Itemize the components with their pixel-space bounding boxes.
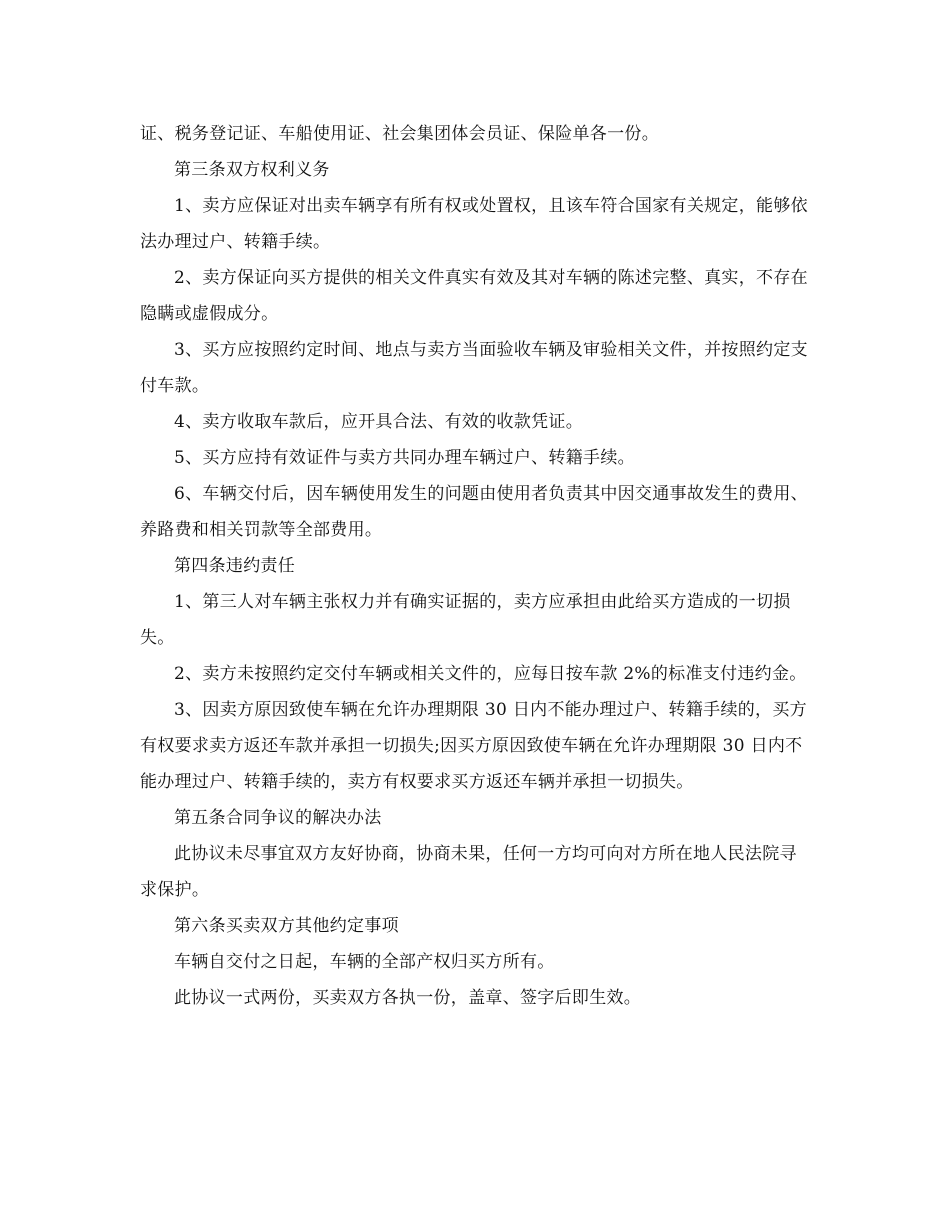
clause-6-2: 此协议一式两份，买卖双方各执一份，盖章、签字后即生效。	[174, 988, 642, 1008]
clause-3-4: 4、卖方收取车款后，应开具合法、有效的收款凭证。	[174, 412, 584, 432]
clause-3-1: 1、卖方应保证对出卖车辆享有所有权或处置权，且该车符合国家有关规定，能够依法办理过户、转籍手续。	[140, 196, 808, 252]
section-heading-article-3: 第三条双方权利义务	[174, 160, 330, 180]
clause-6-1: 车辆自交付之日起，车辆的全部产权归买方所有。	[174, 952, 555, 972]
clause-5-text: 此协议未尽事宜双方友好协商，协商未果，任何一方均可向对方所在地人民法院寻求保护。	[140, 844, 797, 900]
clause-3-2: 2、卖方保证向买方提供的相关文件真实有效及其对车辆的陈述完整、真实，不存在隐瞒或虚假成分。	[140, 268, 808, 324]
paragraph-continuation: 证、税务登记证、车船使用证、社会集团体会员证、保险单各一份。	[140, 124, 659, 144]
clause-4-2: 2、卖方未按照约定交付车辆或相关文件的，应每日按车款 2%的标准支付违约金。	[174, 664, 807, 684]
section-heading-article-5: 第五条合同争议的解决办法	[174, 808, 382, 828]
clause-3-6: 6、车辆交付后，因车辆使用发生的问题由使用者负责其中因交通事故发生的费用、养路费和相关罚款等全部费用。	[140, 484, 808, 540]
clause-3-5: 5、买方应持有效证件与卖方共同办理车辆过户、转籍手续。	[174, 448, 635, 468]
section-heading-article-6: 第六条买卖双方其他约定事项	[174, 916, 399, 936]
clause-4-1: 1、第三人对车辆主张权力并有确实证据的，卖方应承担由此给买方造成的一切损失。	[140, 592, 791, 648]
clause-3-3: 3、买方应按照约定时间、地点与卖方当面验收车辆及审验相关文件，并按照约定支付车款。	[140, 340, 808, 396]
section-heading-article-4: 第四条违约责任	[174, 556, 296, 576]
document-body	[140, 116, 812, 1016]
clause-4-3: 3、因卖方原因致使车辆在允许办理期限 30 日内不能办理过户、转籍手续的，买方有权要求卖方返还车款并承担一切损失;因买方原因致使车辆在允许办理期限 30 日内不能办理过户、转籍手续的，卖方有权要求买方返还车辆并承担一切损失。	[140, 700, 807, 792]
